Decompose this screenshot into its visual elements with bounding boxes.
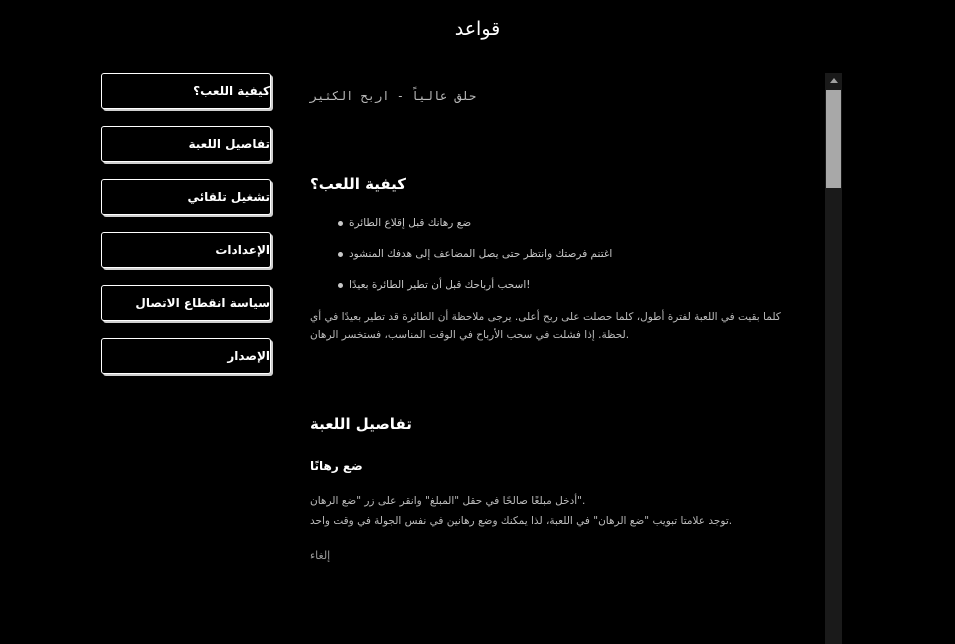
list-item-text: ضع رهانك قبل إقلاع الطائرة bbox=[349, 217, 472, 229]
scroll-up-arrow-icon[interactable] bbox=[825, 73, 842, 88]
sidebar-item-version[interactable] bbox=[101, 338, 271, 374]
paragraph-line: ."أدخل مبلغًا صالحًا في حقل "المبلغ" وانقر على زر "ضع الرهان bbox=[310, 495, 586, 507]
paragraph-line: كلما بقيت في اللعبة لفترة أطول، كلما حصلت على ربح أعلى. يرجى ملاحظة أن الطائرة قد تطير بعيدًا في أي bbox=[310, 311, 781, 323]
sidebar-item-game-details[interactable] bbox=[101, 126, 271, 162]
paragraph-line: .توجد علامتا تبويب "ضع الرهان" في اللعبة، لذا يمكنك وضع رهانين في نفس الجولة في وقت واحد bbox=[310, 515, 733, 527]
content-scrollbar[interactable] bbox=[825, 73, 842, 644]
scroll-thumb[interactable] bbox=[826, 90, 841, 188]
sidebar-item-disconnection-policy[interactable] bbox=[101, 285, 271, 321]
list-item bbox=[338, 217, 471, 229]
list-item bbox=[338, 279, 530, 291]
sidebar-item-label: تفاصيل اللعبة bbox=[188, 137, 270, 151]
page-title: قواعد bbox=[454, 18, 501, 40]
sidebar-item-label: الإصدار bbox=[227, 349, 270, 363]
rules-content-panel[interactable] bbox=[300, 73, 842, 644]
sidebar-item-how-to-play[interactable] bbox=[101, 73, 271, 109]
bullet-icon bbox=[338, 283, 343, 288]
sidebar-item-label: تشغيل تلقائي bbox=[187, 190, 270, 204]
cancel-subheading: إلغاء bbox=[310, 549, 331, 562]
sidebar-item-autoplay[interactable] bbox=[101, 179, 271, 215]
list-item-text: اغتنم فرصتك وانتظر حتى يصل المضاعف إلى هدفك المنشود bbox=[349, 248, 613, 260]
section-heading-how-to-play: كيفية اللعب؟ bbox=[310, 175, 407, 193]
subheading-place-bet: ضع رهانًا bbox=[310, 459, 363, 473]
sidebar-item-settings[interactable] bbox=[101, 232, 271, 268]
sidebar-item-label: الإعدادات bbox=[215, 243, 270, 257]
list-item-text: !اسحب أرباحك قبل أن تطير الطائرة بعيدًا bbox=[349, 279, 531, 291]
tagline: حلق عالياً - اربح الكثير bbox=[310, 89, 477, 103]
bullet-icon bbox=[338, 252, 343, 257]
sidebar-item-label: كيفية اللعب؟ bbox=[193, 84, 270, 98]
sidebar-item-label: سياسة انقطاع الاتصال bbox=[135, 296, 270, 310]
section-heading-game-details: تفاصيل اللعبة bbox=[310, 415, 412, 433]
list-item bbox=[338, 248, 612, 260]
paragraph-line: .لحظة. إذا فشلت في سحب الأرباح في الوقت المناسب، فستخسر الرهان bbox=[310, 329, 630, 341]
bullet-icon bbox=[338, 221, 343, 226]
